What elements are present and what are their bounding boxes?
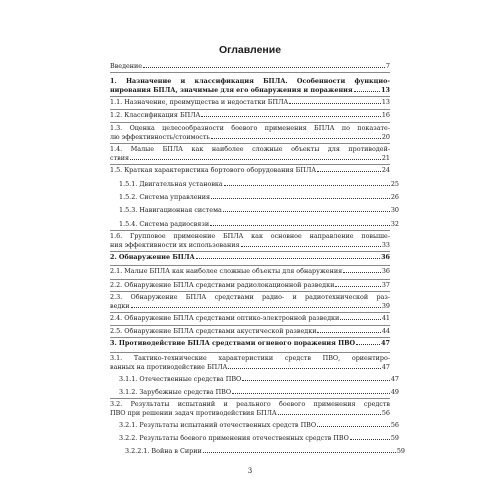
dot-leader <box>130 159 381 160</box>
toc-entry-page: 37 <box>381 281 390 289</box>
toc-entry-page: 13 <box>381 85 390 94</box>
divider <box>110 164 390 165</box>
dot-leader <box>317 332 380 333</box>
divider <box>110 291 390 292</box>
toc-entry-page: 39 <box>381 301 390 310</box>
dot-leader <box>210 225 390 226</box>
dot-leader <box>131 307 381 308</box>
dot-leader <box>242 380 390 381</box>
toc-entry-title: ния эффективности их использования <box>110 240 240 249</box>
toc-entry-page: 47 <box>390 375 399 383</box>
divider <box>110 279 390 280</box>
toc-entry[interactable] <box>110 434 399 443</box>
divider <box>110 72 390 73</box>
dot-leader <box>211 198 390 199</box>
dot-leader <box>317 171 381 172</box>
toc-entry-title: 1.5.1. Двигательная установка <box>119 180 223 188</box>
toc-entry-title: 1.5. Краткая характеристика бортового оборудования БПЛА <box>110 166 317 174</box>
toc-entry[interactable] <box>110 145 390 162</box>
toc-entry[interactable] <box>110 124 390 141</box>
toc-entry[interactable] <box>110 267 390 276</box>
toc-entry-title: ведки <box>110 301 130 310</box>
page-title: Оглавление <box>218 44 282 56</box>
divider <box>110 230 390 231</box>
toc-entry-page: 32 <box>390 220 399 228</box>
toc-entry-title-line1: 1.6. Групповое применение БПЛА как основное направление повыше- <box>110 232 390 240</box>
toc-entry[interactable] <box>110 314 390 323</box>
toc-entry-title: 3.2.1. Результаты испытаний отечественных средств ПВО <box>119 421 317 429</box>
toc-entry-title: 2.2. Обнаружение БПЛА средствами радиолокационной разведки <box>110 281 335 289</box>
dot-leader <box>317 426 390 427</box>
divider <box>110 109 390 110</box>
toc-entry-page: 59 <box>390 434 399 442</box>
toc-entry-page: 56 <box>381 408 390 417</box>
dot-leader <box>343 272 381 273</box>
toc-entry-title: ПВО при решении задач противодействия БПЛА <box>110 408 277 417</box>
dot-leader <box>224 185 390 186</box>
toc-entry[interactable] <box>110 98 390 107</box>
toc-entry[interactable] <box>110 354 390 371</box>
toc-entry[interactable] <box>110 388 399 397</box>
toc-entry[interactable] <box>110 327 390 336</box>
toc-entry[interactable] <box>110 400 390 417</box>
toc-entry-title: 3.2.2.1. Война в Сирии <box>125 447 202 455</box>
dot-leader <box>203 452 396 453</box>
toc-entry-title: ванных на противодействие БПЛА <box>110 362 228 371</box>
toc-entry-title-line1: 3.2. Результаты испытаний и реального боевого применения средств <box>110 400 390 408</box>
toc-entry-title: ствия <box>110 153 130 162</box>
toc-entry[interactable] <box>110 281 390 290</box>
toc-entry-title-line1: 1.4. Малые БПЛА как наиболее сложные объекты для противодей- <box>110 145 390 153</box>
toc-entry-page: 30 <box>390 206 399 214</box>
toc-entry-page: 56 <box>390 421 399 429</box>
toc-entry-page: 24 <box>381 166 390 174</box>
toc-entry-title-line1: 1.3. Оценка целесообразности боевого применения БПЛА по показате- <box>110 124 390 132</box>
toc-entry[interactable] <box>110 77 390 94</box>
divider <box>110 398 390 399</box>
toc-entry[interactable] <box>110 111 390 120</box>
toc-entry-page: 26 <box>390 193 399 201</box>
toc-entry-page: 16 <box>381 111 390 119</box>
divider <box>110 352 390 353</box>
dot-leader <box>354 91 380 92</box>
dot-leader <box>335 286 381 287</box>
toc-entry-page: 44 <box>381 327 390 335</box>
toc-entry-title: 3.1.2. Зарубежные средства ПВО <box>119 388 232 396</box>
toc-entry-page: 36 <box>381 253 390 261</box>
dot-leader <box>143 67 385 68</box>
toc-entry-title: Введение <box>110 62 143 70</box>
toc-entry-title: нирования БПЛА, значимые для его обнаружения и поражения <box>110 85 353 94</box>
dot-leader <box>241 246 381 247</box>
toc-entry-page: 21 <box>381 153 390 162</box>
toc-entry-title: лю эффективность/стоимость <box>110 132 210 141</box>
toc-entry-title: 3.2.2. Результаты боевого применения отечественных средств ПВО <box>119 434 349 442</box>
dot-leader <box>196 258 380 259</box>
toc-entry[interactable] <box>110 253 390 262</box>
dot-leader <box>228 368 380 369</box>
toc-entry[interactable] <box>110 232 390 249</box>
toc-entry-page: 36 <box>381 267 390 275</box>
toc-entry-title-line1: 1. Назначение и классификация БПЛА. Особенности функцио- <box>110 77 390 85</box>
toc-entry[interactable] <box>110 193 399 202</box>
toc-entry-page: 59 <box>396 447 405 455</box>
divider <box>110 265 390 266</box>
toc-entry[interactable] <box>110 180 399 189</box>
toc-entry-page: 13 <box>381 98 390 106</box>
toc-entry-title: 2.1. Малые БПЛА как наиболее сложные объекты для обнаружения <box>110 267 343 275</box>
toc-entry-title: 2.4. Обнаружение БПЛА средствами оптико-электронной разведки <box>110 314 340 322</box>
toc-entry[interactable] <box>110 166 390 175</box>
page-number: 3 <box>247 467 253 475</box>
divider <box>110 325 390 326</box>
divider <box>110 96 390 97</box>
toc-entry-title: 3.1.1. Отечественные средства ПВО <box>119 375 242 383</box>
toc-entry[interactable] <box>110 220 399 229</box>
dot-leader <box>289 103 381 104</box>
dot-leader <box>232 393 390 394</box>
divider <box>110 122 390 123</box>
dot-leader <box>201 116 380 117</box>
dot-leader <box>350 439 390 440</box>
divider <box>110 312 390 313</box>
toc-entry[interactable] <box>110 339 390 348</box>
toc-entry-title: 1.5.2. Система управления <box>119 193 211 201</box>
toc-entry-page: 47 <box>381 339 390 347</box>
toc-entry[interactable] <box>110 62 390 71</box>
dot-leader <box>340 319 381 320</box>
toc-entry-title-line1: 3.1. Тактико-технические характеристики средств ПВО, ориентиро- <box>110 354 390 362</box>
toc-entry[interactable] <box>110 293 390 310</box>
toc-entry[interactable] <box>110 375 399 384</box>
divider <box>110 251 390 252</box>
toc-entry-page: 41 <box>381 314 390 322</box>
toc-entry[interactable] <box>110 206 399 215</box>
toc-entry-page: 25 <box>390 180 399 188</box>
toc-entry-title: 2.5. Обнаружение БПЛА средствами акустической разведки <box>110 327 317 335</box>
toc-entry-title: 3. Противодействие БПЛА средствами огневого поражения ПВО <box>110 339 356 347</box>
dot-leader <box>223 211 390 212</box>
toc-entry-title: 1.5.3. Навигационная система <box>119 206 222 214</box>
toc-entry[interactable] <box>110 421 399 430</box>
toc-entry-title-line1: 2.3. Обнаружение БПЛА средствами радио- и радиотехнической раз- <box>110 293 390 301</box>
dot-leader <box>356 344 380 345</box>
divider <box>110 337 390 338</box>
toc-entry-title: 1.5.4. Система радиосвязи <box>119 220 210 228</box>
toc-entry-title: 2. Обнаружение БПЛА <box>110 253 195 261</box>
divider <box>110 143 390 144</box>
toc-entry-title: 1.2. Классификация БПЛА <box>110 111 201 119</box>
toc-entry[interactable] <box>110 447 405 456</box>
toc-entry-page: 20 <box>381 132 390 141</box>
toc-entry-title: 1.1. Назначение, преимущества и недостатки БПЛА <box>110 98 289 106</box>
toc-entry-page: 47 <box>381 362 390 371</box>
dot-leader <box>278 414 381 415</box>
toc-entry-page: 7 <box>385 62 390 70</box>
dot-leader <box>211 138 381 139</box>
toc-entry-page: 49 <box>390 388 399 396</box>
toc-entry-page: 33 <box>381 240 390 249</box>
